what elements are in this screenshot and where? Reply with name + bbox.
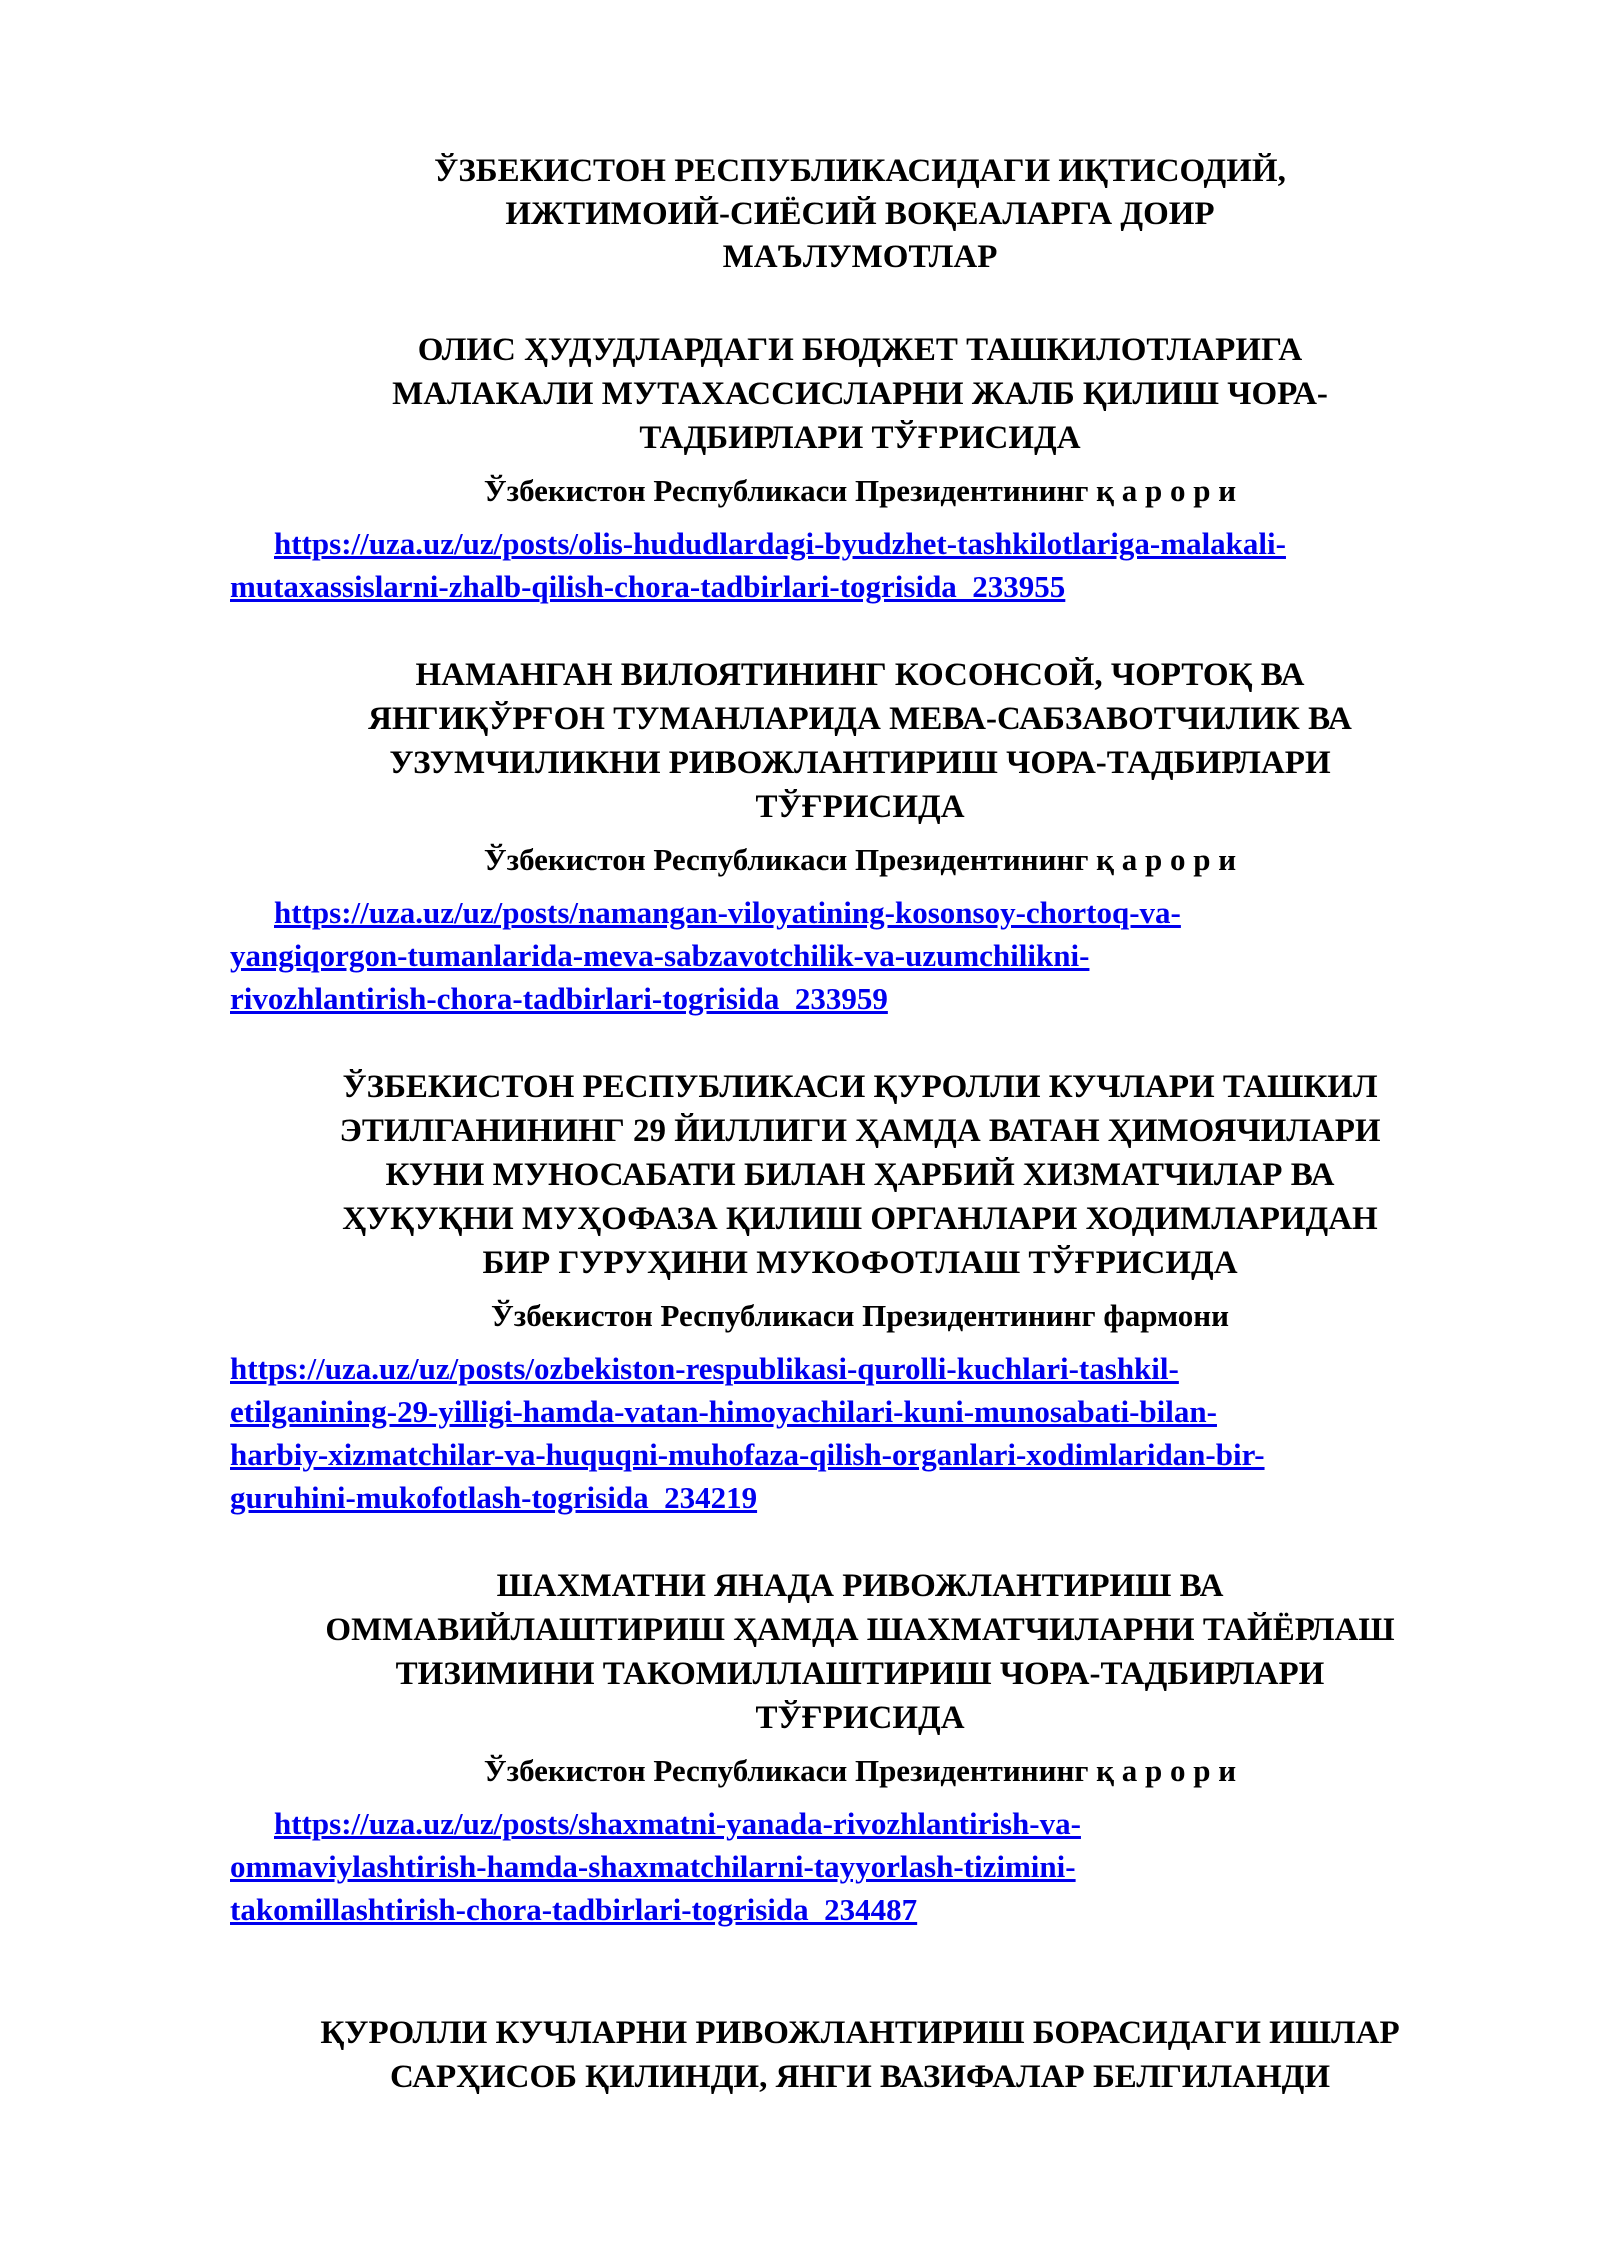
document-title-line: МАЛАКАЛИ МУТАХАССИСЛАРНИ ЖАЛБ ҚИЛИШ ЧОРА- bbox=[392, 376, 1328, 412]
document-link-line[interactable]: https://uza.uz/uz/posts/namangan-viloyatining-kosonsoy-chortoq-va- bbox=[274, 895, 1181, 930]
document-link-line[interactable]: https://uza.uz/uz/posts/shaxmatni-yanada-rivozhlantirish-va- bbox=[274, 1806, 1081, 1841]
document-link-line[interactable]: takomillashtirish-chora-tadbirlari-togrisida_234487 bbox=[230, 1892, 918, 1927]
document-title bbox=[230, 328, 1490, 460]
document-link[interactable] bbox=[230, 522, 1490, 608]
document-link-anchor[interactable] bbox=[230, 891, 1490, 1020]
document-title-line: ТЎҒРИСИДА bbox=[755, 1700, 965, 1736]
document-source: Ўзбекистон Республикаси Президентининг фармони bbox=[491, 1298, 1229, 1333]
document-page bbox=[230, 150, 1490, 2099]
document-link[interactable] bbox=[230, 1802, 1490, 1931]
document-title-line: ҲУҚУҚНИ МУҲОФАЗА ҚИЛИШ ОРГАНЛАРИ ХОДИМЛАРИДАН bbox=[342, 1201, 1378, 1237]
document-link-line[interactable]: https://uza.uz/uz/posts/ozbekiston-respublikasi-qurolli-kuchlari-tashkil- bbox=[230, 1351, 1179, 1386]
main-heading-line: МАЪЛУМОТЛАР bbox=[722, 239, 998, 275]
document-title-line: БИР ГУРУҲИНИ МУКОФОТЛАШ ТЎҒРИСИДА bbox=[482, 1245, 1238, 1281]
document-title bbox=[230, 1065, 1490, 1285]
document-link-line[interactable]: guruhini-mukofotlash-togrisida_234219 bbox=[230, 1480, 758, 1515]
document-title-line: УЗУМЧИЛИКНИ РИВОЖЛАНТИРИШ ЧОРА-ТАДБИРЛАРИ bbox=[389, 745, 1331, 781]
document-title-line: ШАХМАТНИ ЯНАДА РИВОЖЛАНТИРИШ ВА bbox=[496, 1568, 1224, 1604]
section-heading-line: ҚУРОЛЛИ КУЧЛАРНИ РИВОЖЛАНТИРИШ БОРАСИДАГИ ИШЛАР bbox=[320, 2015, 1400, 2051]
document-link-line[interactable]: yangiqorgon-tumanlarida-meva-sabzavotchilik-va-uzumchilikni- bbox=[230, 938, 1090, 973]
document-source: Ўзбекистон Республикаси Президентининг қ а р о р и bbox=[483, 1753, 1237, 1788]
section-heading-line: САРҲИСОБ ҚИЛИНДИ, ЯНГИ ВАЗИФАЛАР БЕЛГИЛАНДИ bbox=[389, 2059, 1331, 2095]
document-title bbox=[230, 1564, 1490, 1740]
document-title-line: ОММАВИЙЛАШТИРИШ ҲАМДА ШАХМАТЧИЛАРНИ ТАЙЁРЛАШ bbox=[325, 1612, 1395, 1648]
document-link-line[interactable]: harbiy-xizmatchilar-va-huquqni-muhofaza-qilish-organlari-xodimlaridan-bir- bbox=[230, 1437, 1265, 1472]
document-link[interactable] bbox=[230, 1347, 1490, 1519]
document-title-line: КУНИ МУНОСАБАТИ БИЛАН ҲАРБИЙ ХИЗМАТЧИЛАР ВА bbox=[385, 1157, 1335, 1193]
document-source: Ўзбекистон Республикаси Президентининг қ а р о р и bbox=[483, 842, 1237, 877]
document-link-anchor[interactable] bbox=[230, 1802, 1490, 1931]
document-link-line[interactable]: mutaxassislarni-zhalb-qilish-chora-tadbirlari-togrisida_233955 bbox=[230, 569, 1066, 604]
document-link-line[interactable]: ommaviylashtirish-hamda-shaxmatchilarni-tayyorlash-tizimini- bbox=[230, 1849, 1076, 1884]
document-link-line[interactable]: rivozhlantirish-chora-tadbirlari-togrisida_233959 bbox=[230, 981, 888, 1016]
document-entry bbox=[230, 1065, 1490, 1519]
document-title-line: ТИЗИМИНИ ТАКОМИЛЛАШТИРИШ ЧОРА-ТАДБИРЛАРИ bbox=[395, 1656, 1325, 1692]
main-heading-line: ИЖТИМОИЙ-СИЁСИЙ ВОҚЕАЛАРГА ДОИР bbox=[505, 196, 1215, 232]
document-link-anchor[interactable] bbox=[230, 1347, 1490, 1519]
document-entry bbox=[230, 328, 1490, 608]
document-link-line[interactable]: etilganining-29-yilligi-hamda-vatan-himoyachilari-kuni-munosabati-bilan- bbox=[230, 1394, 1217, 1429]
document-source: Ўзбекистон Республикаси Президентининг қ а р о р и bbox=[483, 473, 1237, 508]
document-title-line: ЭТИЛГАНИНИНГ 29 ЙИЛЛИГИ ҲАМДА ВАТАН ҲИМОЯЧИЛАРИ bbox=[339, 1113, 1381, 1149]
document-entry bbox=[230, 653, 1490, 1020]
document-link[interactable] bbox=[230, 891, 1490, 1020]
document-title-line: ОЛИС ҲУДУДЛАРДАГИ БЮДЖЕТ ТАШКИЛОТЛАРИГА bbox=[417, 332, 1303, 368]
document-entry bbox=[230, 1564, 1490, 1931]
section-heading bbox=[230, 2011, 1490, 2099]
document-title-line: ЯНГИҚЎРҒОН ТУМАНЛАРИДА МЕВА-САБЗАВОТЧИЛИК ВА bbox=[368, 701, 1352, 737]
document-title-line: ЎЗБЕКИСТОН РЕСПУБЛИКАСИ ҚУРОЛЛИ КУЧЛАРИ ТАШКИЛ bbox=[342, 1069, 1378, 1105]
document-link-anchor[interactable] bbox=[230, 522, 1490, 608]
document-title-line: ТАДБИРЛАРИ ТЎҒРИСИДА bbox=[639, 420, 1081, 456]
main-heading-line: ЎЗБЕКИСТОН РЕСПУБЛИКАСИДАГИ ИҚТИСОДИЙ, bbox=[434, 153, 1286, 189]
document-link-line[interactable]: https://uza.uz/uz/posts/olis-hududlardagi-byudzhet-tashkilotlariga-malakali- bbox=[274, 526, 1286, 561]
document-title-line: НАМАНГАН ВИЛОЯТИНИНГ КОСОНСОЙ, ЧОРТОҚ ВА bbox=[415, 657, 1305, 693]
main-heading bbox=[230, 150, 1490, 279]
document-title-line: ТЎҒРИСИДА bbox=[755, 789, 965, 825]
document-title bbox=[230, 653, 1490, 829]
